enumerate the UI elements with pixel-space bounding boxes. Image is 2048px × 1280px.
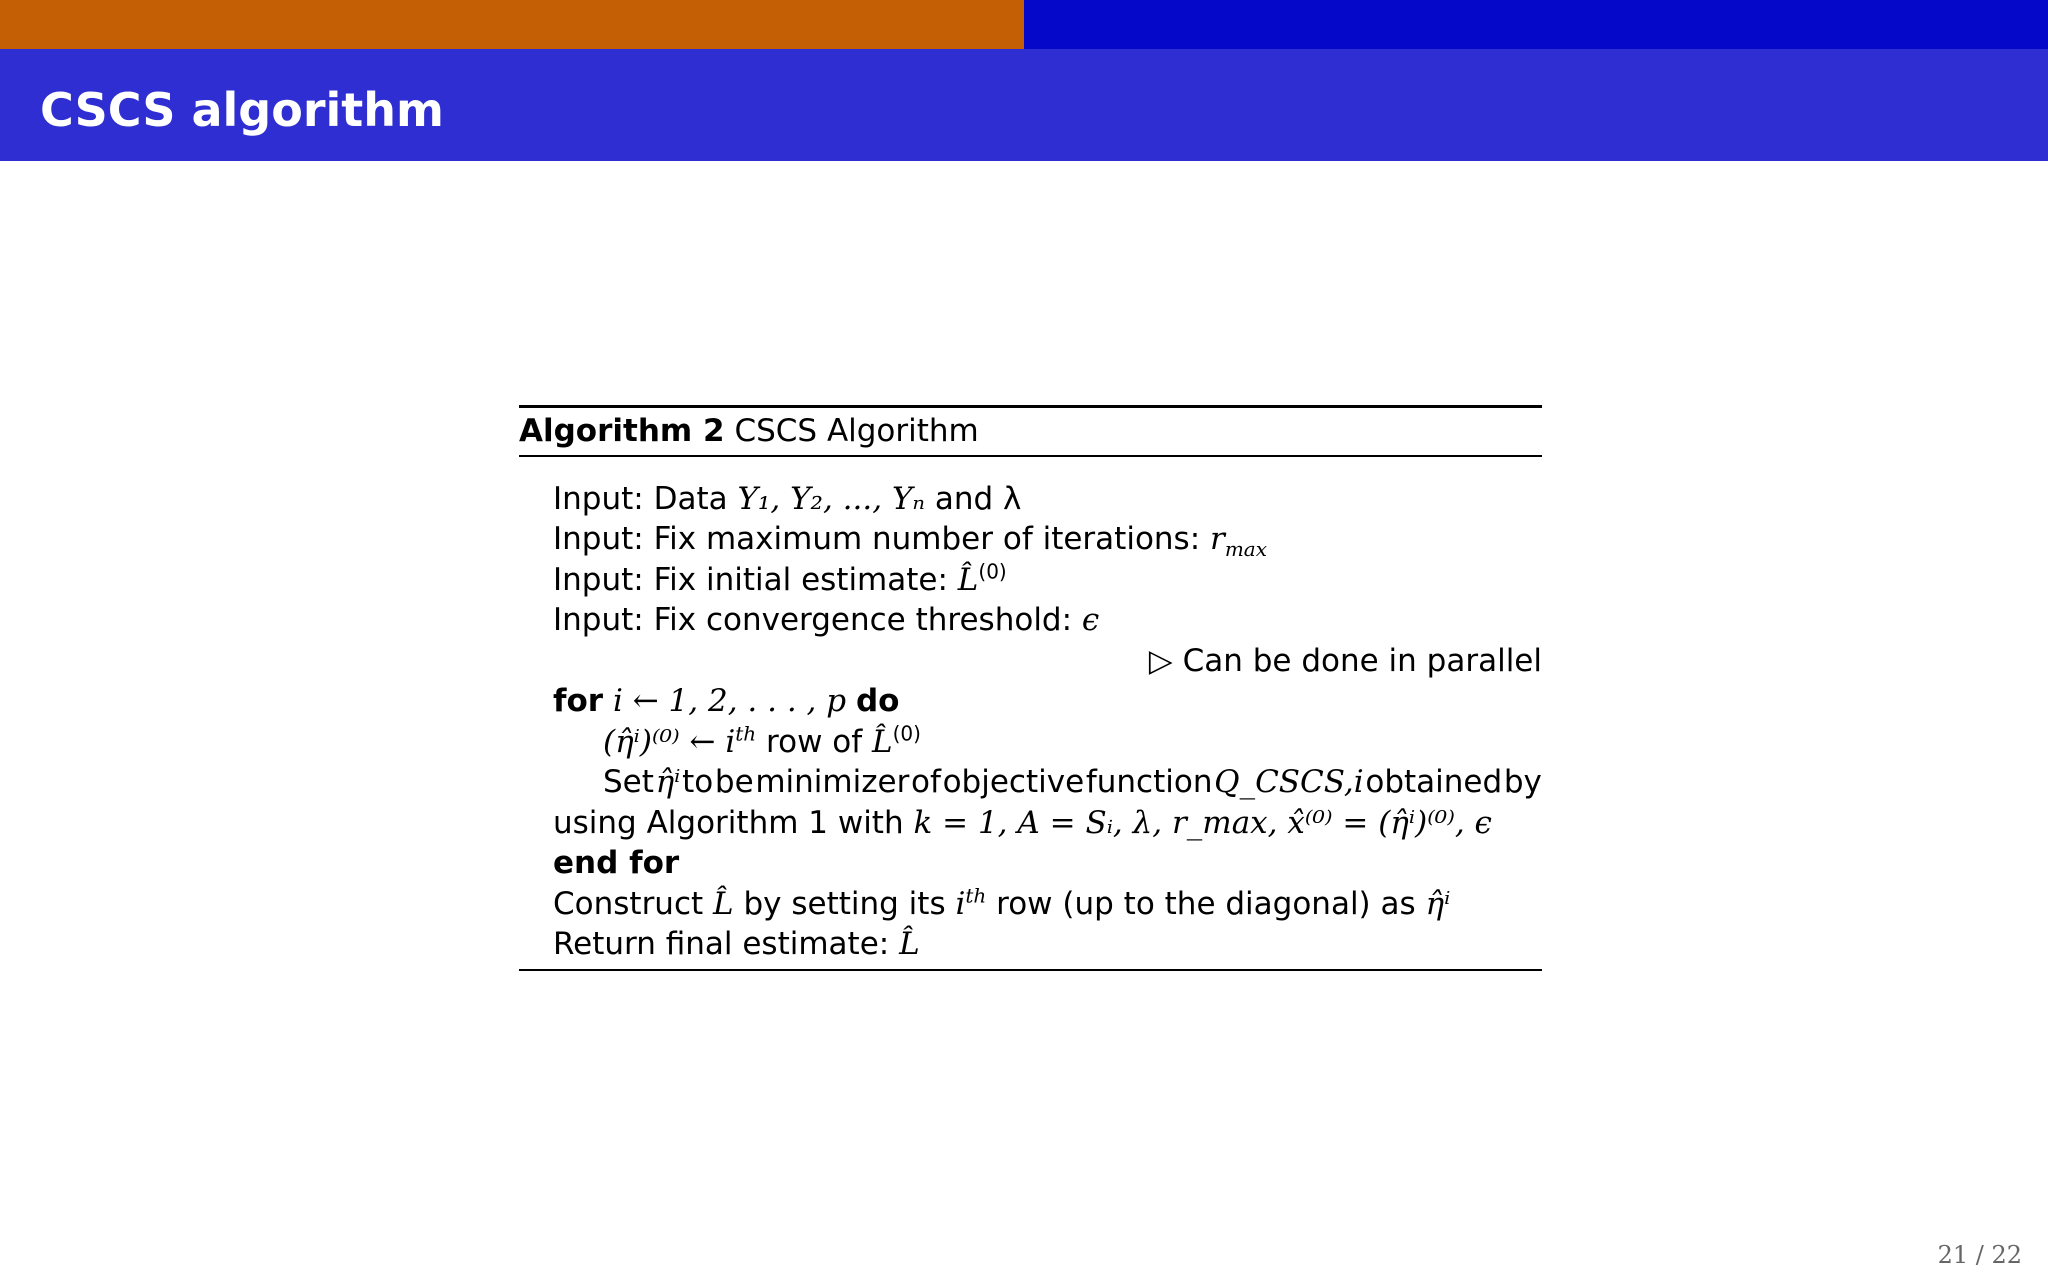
step-minimize-line-1: Set η̂ⁱ to be minimizer of objective function Q_CSCS,i obtained by bbox=[603, 764, 1542, 800]
algorithm-caption bbox=[519, 407, 979, 455]
algorithm-label: Algorithm 2 bbox=[519, 413, 725, 449]
page-number: 21 / 22 bbox=[1937, 1241, 2022, 1269]
parallel-comment: ▷ Can be done in parallel bbox=[1148, 643, 1542, 679]
frame-title: CSCS algorithm bbox=[40, 83, 444, 137]
input-line-3: Input: Fix initial estimate: L̂$^{(0)}$ bbox=[553, 559, 1007, 598]
algorithm-name: CSCS Algorithm bbox=[734, 413, 979, 449]
header-bar-right bbox=[1024, 0, 2048, 49]
return-line: Return final estimate: L̂ bbox=[553, 926, 920, 962]
step-minimize-line-2: using Algorithm 1 with k = 1, A = Sᵢ, λ, r_max, x̂⁽⁰⁾ = (η̂ⁱ)⁽⁰⁾, ϵ bbox=[553, 805, 1492, 841]
input-line-2: Input: Fix maximum number of iterations: $r_{max}$ bbox=[553, 521, 1268, 562]
header-bar-left bbox=[0, 0, 1024, 49]
input-line-1: Input: Data Y₁, Y₂, ..., Yₙ and λ bbox=[553, 481, 1022, 517]
input-line-4: Input: Fix convergence threshold: ϵ bbox=[553, 602, 1100, 638]
caption-rule bbox=[519, 455, 1542, 457]
step-init-row: (η̂ⁱ)⁽⁰⁾ ← $i^{th}$ row of L̂$^{(0)}$ bbox=[603, 721, 921, 760]
header-bar bbox=[0, 0, 2048, 49]
algorithm-box bbox=[519, 405, 1542, 972]
bottom-rule bbox=[519, 969, 1542, 971]
construct-line: Construct L̂ by setting its $i^{th}$ row (up to the diagonal) as η̂ⁱ bbox=[553, 883, 1451, 922]
end-for-line: end for bbox=[553, 845, 680, 881]
for-line: for i ← 1, 2, . . . , p do bbox=[553, 683, 900, 719]
